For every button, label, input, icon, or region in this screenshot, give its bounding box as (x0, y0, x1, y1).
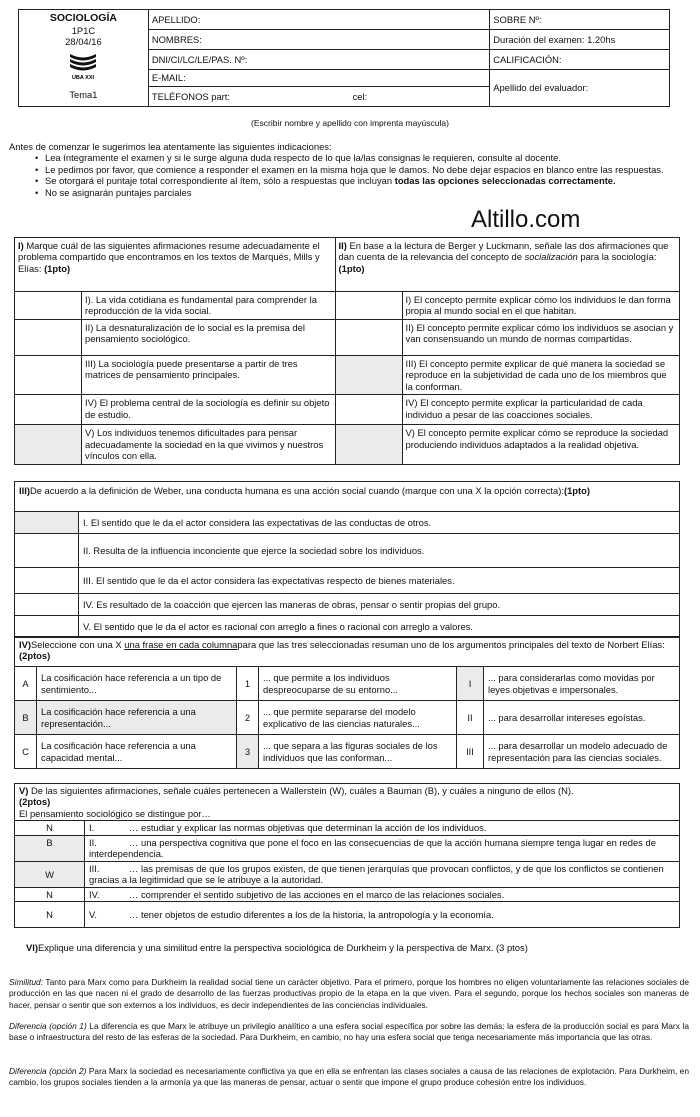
statement (85, 902, 680, 928)
question-text: De las siguientes afirmaciones, señale cuáles pertenecen a Wallerstein (W), cuáles a Bauman (B), y cuáles a ninguno de ellos (N). (28, 785, 574, 796)
q3-option: V. El sentido que le da el actor es racional con arreglo a fines o racional con arreglo a valores. (79, 616, 680, 638)
column-3-phrase: ... para desarrollar un modelo adecuado de representación para las ciencias sociales. (484, 735, 680, 769)
question-5-prompt (15, 784, 680, 821)
question-points: (2ptos) (19, 796, 51, 808)
statement (85, 887, 680, 901)
instructions-list (35, 152, 689, 198)
question-text: para la sociología: (577, 251, 657, 263)
option-letter[interactable]: B (15, 701, 37, 735)
instruction-item (35, 175, 689, 186)
answer-similitud (9, 977, 689, 1011)
answer-box[interactable] (335, 355, 402, 394)
question-number: IV) (19, 639, 31, 650)
score-rule: Se otorgará el puntaje total correspondiente al ítem, sólo a respuestas que incluyan (45, 175, 395, 187)
q3-option: IV. Es resultado de la coacción que ejercen las maneras de obras, pensar o sentir propias del grupo. (79, 594, 680, 616)
exam-theme: Tema1 (69, 89, 98, 101)
question-number: II) (338, 240, 347, 251)
email-field[interactable]: E-MAIL: (148, 70, 489, 87)
questions-1-2-table (14, 237, 680, 465)
statement-text: … estudiar y explicar las normas objetivas que determinan la acción de los individuos. (129, 822, 487, 834)
statement-number: V. (89, 909, 97, 921)
question-points: (1pto) (338, 262, 365, 274)
answer-box[interactable] (335, 395, 402, 425)
answer-box[interactable] (15, 512, 79, 534)
q3-option: III. El sentido que le da el actor considera las expectativas respecto de bienes materiales. (79, 568, 680, 594)
apellido-field[interactable]: APELLIDO: (148, 10, 489, 30)
dni-field[interactable]: DNI/CI/LC/LE/PAS. Nº: (148, 50, 489, 70)
question-6-prompt (26, 942, 528, 953)
question-text: para que las tres seleccionadas resuman uno de los argumentos principales del texto de Norbert Elías: (237, 639, 665, 650)
question-text: Seleccione con una X (30, 639, 125, 650)
answer-text: Tanto para Marx como para Durkheim la realidad social tiene un carácter objetivo. Para el primero, porque los hombres no eligen voluntariamente las relaciones sociales de producción en las que nacen ni el grado de desarrollo de las fuerzas productivas propio de la etapa en la que viven. Para el segundo, porque los hechos sociales son maneras de hacer, pensar o sentir que son externos a los individuos, es decir independientes de las conciencias individuales. (9, 977, 689, 1010)
answer-box[interactable] (15, 568, 79, 594)
option-number[interactable]: 3 (237, 735, 259, 769)
evaluador-field[interactable]: Apellido del evaluador: (490, 70, 670, 107)
q2-option: II) El concepto permite explicar cómo los individuos se asocian y van consensuando un mundo de normas compartidas. (402, 319, 679, 355)
instruction-item: • Lea íntegramente el examen y si le surge alguna duda respecto de lo que la/las consignas le requieren, consulte al docente. (35, 152, 689, 163)
subject-title: SOCIOLOGÍA (49, 12, 117, 24)
answer-box[interactable] (15, 534, 79, 568)
answer-diferencia-2 (9, 1066, 689, 1089)
statement-text: … comprender el sentido subjetivo de las acciones en el marco de las relaciones sociales. (129, 888, 505, 900)
q2-option: IV) El concepto permite explicar la particularidad de cada individuo a pesar de las coacciones sociales. (402, 395, 679, 425)
answer-box[interactable] (15, 594, 79, 616)
telefonos-label: TELÉFONOS part: (151, 90, 230, 102)
q1-option: II) La desnaturalización de lo social es la premisa del pensamiento sociológico. (82, 319, 336, 355)
question-4-prompt (15, 637, 680, 667)
question-points: (1pto) (563, 485, 590, 496)
column-2-phrase: ... que permite a los individuos despreocuparse de su entorno... (259, 667, 457, 701)
nombres-field[interactable]: NOMBRES: (148, 30, 489, 50)
statement (85, 861, 680, 887)
option-letter[interactable]: A (15, 667, 37, 701)
q1-option: IV) El problema central de la sociología es definir su objeto de estudio. (82, 395, 336, 425)
answer-cell[interactable]: W (15, 861, 85, 887)
column-2-phrase: ... que separa a las figuras sociales de los individuos que las conforman... (259, 735, 457, 769)
answer-diferencia-1 (9, 1021, 689, 1044)
cel-label: cel: (352, 90, 368, 102)
answer-box[interactable] (335, 292, 402, 320)
exam-duration: Duración del examen: 1.20hs (490, 30, 670, 50)
instruction-item: • No se asignarán puntajes parciales (35, 187, 689, 198)
question-points: (1pto) (44, 262, 71, 274)
answer-box[interactable] (335, 425, 402, 465)
question-text-underlined: una frase en cada columna (124, 639, 238, 650)
answer-cell[interactable]: B (15, 835, 85, 861)
q3-option: I. El sentido que le da el actor considera las expectativas de las conductas de otros. (79, 512, 680, 534)
column-3-phrase: ... para considerarlas como movidas por leyes objetivas e impersonales. (484, 667, 680, 701)
question-number: VI) (26, 942, 38, 953)
telefonos-field[interactable] (148, 87, 489, 107)
answer-text: La diferencia es que Marx le atribuye un privilegio analítico a una esfera social específica por sobre las demás: la esfera de la producción social es para Marx la base o infraestructura del resto de las esferas de la sociedad. Para Durkheim, en cambio, no hay una esfera social que tenga necesariamente más importancia que las otras. (9, 1021, 689, 1043)
answer-label: Diferencia (opción 2) (9, 1066, 87, 1076)
statement (85, 835, 680, 861)
logo-text: UBA XXI (72, 74, 95, 81)
answer-label: Similitud: (9, 977, 43, 987)
answer-cell[interactable]: N (15, 821, 85, 835)
q1-option: III) La sociología puede presentarse a partir de tres matrices de pensamiento principales. (82, 355, 336, 394)
question-text: Marque cuál de las siguientes afirmaciones resume adecuadamente el problema compartido que encontramos en los textos de Marqués, Mills y Elías: (18, 240, 320, 274)
statement-number: I. (89, 822, 95, 834)
question-number: V) (19, 785, 29, 796)
exam-date: 28/04/16 (65, 36, 102, 48)
q2-option: III) El concepto permite explicar de qué manera la sociedad se reproduce en la subjetividad de cada uno de los miembros que la conforman. (402, 355, 679, 394)
statement-text: … una perspectiva cognitiva que pone el foco en las consecuencias de que la acción humana siempre tenga lugar en redes de interdependencia. (89, 836, 656, 860)
question-text-em: socialización (524, 251, 578, 263)
column-3-phrase: ... para desarrollar intereses egoístas. (484, 701, 680, 735)
answer-label: Diferencia (opción 1) (9, 1021, 87, 1031)
q2-option: I) El concepto permite explicar cómo los individuos le dan forma propia al mundo social en el que habitan. (402, 292, 679, 320)
q1-option: V) Los individuos tenemos dificultades para pensar adecuadamente la sociedad en la que vivimos y nuestros vínculos con ella. (82, 425, 336, 465)
question-3-prompt (15, 482, 680, 512)
answer-box[interactable] (15, 319, 82, 355)
statement-number: II. (89, 836, 97, 848)
q3-option: II. Resulta de la influencia inconciente que ejerce la sociedad sobre los individuos. (79, 534, 680, 568)
option-number[interactable]: 1 (237, 667, 259, 701)
answer-box[interactable] (15, 616, 79, 638)
column-2-phrase: ... que permite separarse del modelo explicativo de las ciencias naturales... (259, 701, 457, 735)
q1-option: I). La vida cotidiana es fundamental para comprender la reproducción de la vida social. (82, 292, 336, 320)
answer-box[interactable] (335, 319, 402, 355)
answer-box[interactable] (15, 425, 82, 465)
sobre-field[interactable]: SOBRE Nº: (490, 10, 670, 30)
answer-cell[interactable]: N (15, 887, 85, 901)
question-text: Explique una diferencia y una similitud entre la perspectiva sociológica de Durkheim y la perspectiva de Marx. (3 ptos) (37, 942, 528, 953)
question-5-table (14, 783, 680, 928)
column-1-phrase: La cosificación hace referencia a una capacidad mental... (37, 735, 237, 769)
option-roman[interactable]: III (457, 735, 484, 769)
statement-text: … las premisas de que los grupos existen, de que tienen jerarquías que provocan conflictos, y de que los conflictos se contienen gracias a la legitimidad que se le atribuye a la autoridad. (89, 862, 664, 886)
statement (85, 821, 680, 835)
instructions (9, 141, 689, 198)
question-1-prompt (15, 238, 336, 292)
question-number: III) (19, 485, 30, 496)
question-stem: El pensamiento sociológico se distingue por… (19, 807, 211, 819)
option-roman[interactable]: II (457, 701, 484, 735)
answer-box[interactable] (15, 395, 82, 425)
answer-box[interactable] (15, 292, 82, 320)
instructions-lead: Antes de comenzar le sugerimos lea atentamente las siguientes indicaciones: (9, 141, 332, 152)
question-number: I) (18, 240, 24, 251)
statement-number: III. (89, 862, 100, 874)
question-points: (2ptos) (19, 650, 51, 662)
question-text: En base a la lectura de Berger y Luckmann, señale las dos afirmaciones que dan cuenta de la relevancia del concepto de (338, 240, 669, 263)
instruction-item: • Le pedimos por favor, que comience a responder el examen en la misma hoja que le damos. No debe dejar espacios en blanco entre las respuestas. (35, 164, 689, 175)
calificacion-field[interactable]: CALIFICACIÓN: (490, 50, 670, 70)
course-code: 1P1C (71, 24, 96, 36)
uba-xxi-logo (66, 51, 100, 81)
question-4-table (14, 636, 680, 769)
statement-text: … tener objetos de estudio diferentes a los de la historia, la antropología y la economía. (129, 909, 494, 921)
option-letter[interactable]: C (15, 735, 37, 769)
answer-text: Para Marx la sociedad es necesariamente conflictiva ya que en ella se enfrentan las clases sociales a causa de las relaciones de explotación. Para Durkheim, en cambio, los grupos sociales tienden a la armonía ya que las maneras de pensar, actuar o sentir que impone el grupo produce cohesión entre los individuos. (9, 1066, 689, 1088)
question-3-table (14, 481, 680, 638)
statement-number: IV. (89, 888, 100, 900)
exam-id-cell (19, 10, 149, 107)
option-number[interactable]: 2 (237, 701, 259, 735)
column-1-phrase: La cosificación hace referencia a una representación... (37, 701, 237, 735)
q2-option: V) El concepto permite explicar cómo se reproduce la sociedad produciendo individuos adaptados a la realidad objetiva. (402, 425, 679, 465)
answer-box[interactable] (15, 355, 82, 394)
question-text: De acuerdo a la definición de Weber, una conducta humana es una acción social cuando (marque con una X la opción correcta): (29, 485, 564, 496)
student-info-header (18, 9, 670, 107)
option-roman[interactable]: I (457, 667, 484, 701)
watermark: Altillo.com (471, 206, 581, 233)
header-note: (Escribir nombre y apellido con imprenta mayúscula) (251, 118, 449, 128)
question-2-prompt (335, 238, 679, 292)
score-rule-bold: todas las opciones seleccionadas correctamente. (394, 175, 616, 187)
column-1-phrase: La cosificación hace referencia a un tipo de sentimiento... (37, 667, 237, 701)
answer-cell[interactable]: N (15, 902, 85, 928)
